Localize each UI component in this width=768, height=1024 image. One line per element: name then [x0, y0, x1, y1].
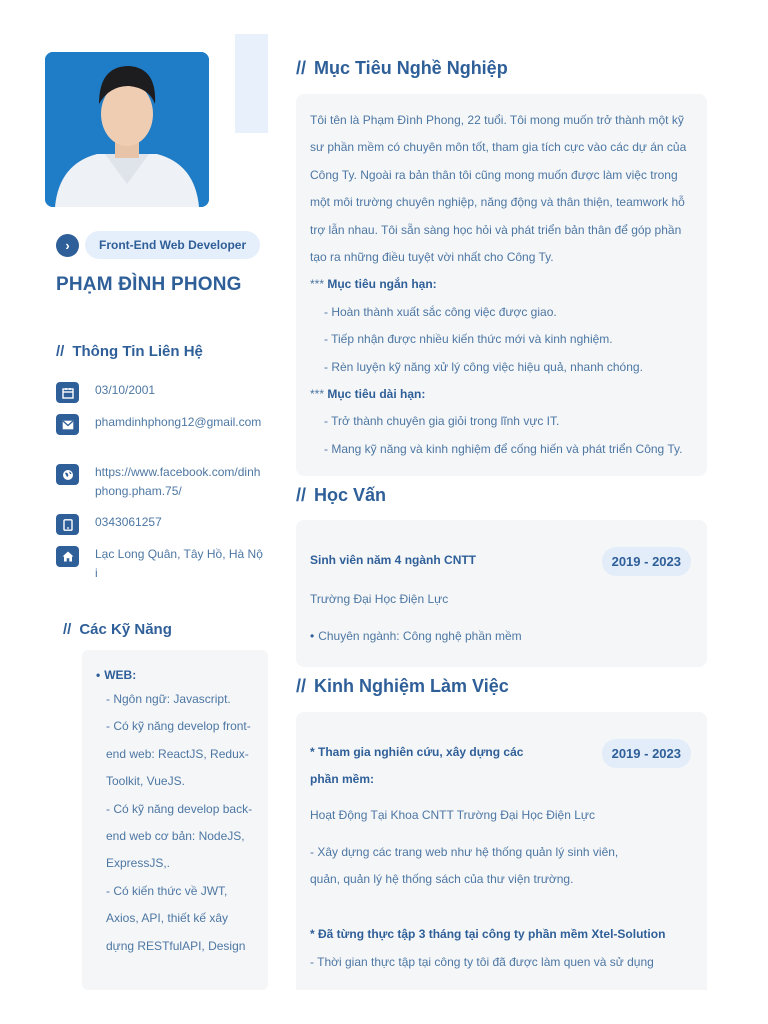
skills-title-text: Các Kỹ Năng — [79, 621, 172, 638]
education-degree: Sinh viên năm 4 ngành CNTT — [310, 553, 477, 567]
short-term-item: - Hoàn thành xuất sắc công việc được giao. — [324, 304, 557, 319]
experience-section-title — [296, 676, 509, 697]
skill-line: end web: ReactJS, Redux- — [106, 746, 249, 761]
heading-prefix: *** — [310, 387, 328, 402]
objective-intro-line: một môi trường chuyên nghiệp, năng động và thân thiện, teamwork hỗ — [310, 195, 685, 210]
contact-title-text: Thông Tin Liên Hệ — [72, 343, 203, 360]
section-prefix: // — [296, 58, 307, 78]
skill-line: - Ngôn ngữ: Javascript. — [106, 692, 231, 706]
decorative-block — [235, 34, 268, 133]
contact-item-birthday — [56, 382, 263, 403]
contact-item-website[interactable] — [56, 464, 263, 501]
contact-birthday: 03/10/2001 — [95, 383, 156, 397]
profile-photo — [45, 52, 209, 207]
calendar-icon — [56, 382, 79, 403]
education-card — [296, 520, 707, 667]
section-prefix: // — [296, 676, 307, 696]
contact-section-title — [56, 343, 203, 360]
contact-item-email[interactable] — [56, 414, 263, 435]
objective-intro-line: tạo ra những điều tuyệt vời nhất cho Công Ty. — [310, 250, 554, 265]
job2-title: * Đã từng thực tập 3 tháng tại công ty phần mềm Xtel-Solution — [310, 927, 666, 941]
job1-description — [310, 839, 618, 894]
job1-organization: Hoạt Động Tại Khoa CNTT Trường Đại Học Điện Lực — [310, 808, 595, 822]
role-badge: Front-End Web Developer — [85, 231, 260, 259]
section-prefix: // — [56, 343, 65, 360]
experience-period-badge: 2019 - 2023 — [602, 739, 691, 768]
job1-title-line: phần mềm: — [310, 772, 375, 787]
contact-website[interactable]: https://www.facebook.com/dinhphong.pham.75/ — [95, 465, 261, 498]
job1-desc-line: - Xây dựng các trang web như hệ thống quản lý sinh viên, — [310, 845, 619, 859]
email-icon — [56, 414, 79, 435]
section-prefix: // — [296, 485, 307, 505]
objective-intro-line: Công Ty. Ngoài ra bản thân tôi cũng mong muốn được làm việc trong — [310, 167, 678, 182]
short-term-heading — [310, 271, 693, 298]
short-term-item: - Rèn luyện kỹ năng xử lý công việc hiệu quả, nhanh chóng. — [324, 359, 643, 374]
bullet-icon: • — [310, 629, 315, 643]
skill-category: • WEB: — [96, 668, 260, 682]
candidate-name: PHẠM ĐÌNH PHONG — [56, 274, 242, 295]
experience-card — [296, 712, 707, 990]
job1-desc-line: quản, quản lý hệ thống sách của thư viện trường. — [310, 872, 574, 887]
contact-item-address — [56, 546, 263, 583]
long-term-item: - Mang kỹ năng và kinh nghiệm để cống hiến và phát triển Công Ty. — [324, 441, 683, 456]
education-period-badge: 2019 - 2023 — [602, 547, 691, 576]
skill-line: dựng RESTfulAPI, Design — [106, 938, 246, 953]
education-section-title — [296, 485, 386, 506]
objective-intro-line: sư phần mềm có chuyên môn tốt, tham gia tích cực vào các dự án của — [310, 140, 687, 155]
heading-prefix: *** — [310, 277, 328, 292]
job2-description: - Thời gian thực tập tại công ty tôi đã được làm quen và sử dụng — [310, 955, 654, 969]
skill-line: - Có kỹ năng develop front- — [106, 719, 251, 734]
education-major — [310, 629, 522, 643]
skill-line: Toolkit, VueJS. — [106, 774, 185, 789]
chevron-right-icon: › — [56, 234, 79, 257]
role-row — [56, 231, 260, 259]
long-term-heading — [310, 381, 693, 408]
job1-title-line: * Tham gia nghiên cứu, xây dựng các — [310, 745, 524, 759]
objective-card — [296, 94, 707, 476]
skill-line: - Có kiến thức về JWT, — [106, 883, 228, 898]
objective-intro-line: trợ lẫn nhau. Tôi sẵn sàng học hỏi và phát triển bản thân để góp phần — [310, 222, 682, 237]
education-title-text: Học Vấn — [314, 485, 387, 505]
contact-address: Lạc Long Quân, Tây Hồ, Hà Nội — [95, 547, 263, 580]
objective-title-text: Mục Tiêu Nghề Nghiệp — [314, 58, 508, 78]
globe-icon — [56, 464, 79, 485]
long-term-item: - Trở thành chuyên gia giỏi trong lĩnh vực IT. — [324, 414, 560, 429]
home-icon — [56, 546, 79, 567]
education-school: Trường Đại Học Điện Lực — [310, 592, 449, 606]
objective-section-title — [296, 58, 508, 79]
short-term-label: Mục tiêu ngắn hạn: — [327, 277, 437, 292]
long-term-label: Mục tiêu dài hạn: — [327, 387, 426, 402]
skill-line: - Có kỹ năng develop back- — [106, 801, 253, 816]
objective-intro-line: Tôi tên là Phạm Đình Phong, 22 tuổi. Tôi mong muốn trở thành một kỹ — [310, 113, 684, 127]
contact-phone[interactable]: 0343061257 — [95, 515, 162, 529]
experience-title-text: Kinh Nghiệm Làm Việc — [314, 676, 509, 696]
skills-section-title — [63, 621, 172, 638]
skill-line: Axios, API, thiết kế xây — [106, 911, 229, 926]
phone-icon — [56, 514, 79, 535]
contact-item-phone[interactable] — [56, 514, 263, 535]
skills-panel — [82, 650, 268, 990]
skill-line: ExpressJS,. — [106, 856, 171, 871]
section-prefix: // — [63, 621, 72, 638]
skill-line: end web cơ bản: NodeJS, — [106, 829, 245, 844]
job1-title — [310, 739, 523, 794]
education-major-text: Chuyên ngành: Công nghệ phần mềm — [318, 629, 522, 643]
short-term-item: - Tiếp nhận được nhiều kiến thức mới và kinh nghiệm. — [324, 332, 613, 347]
contact-email[interactable]: phamdinhphong12@gmail.com — [95, 415, 262, 429]
